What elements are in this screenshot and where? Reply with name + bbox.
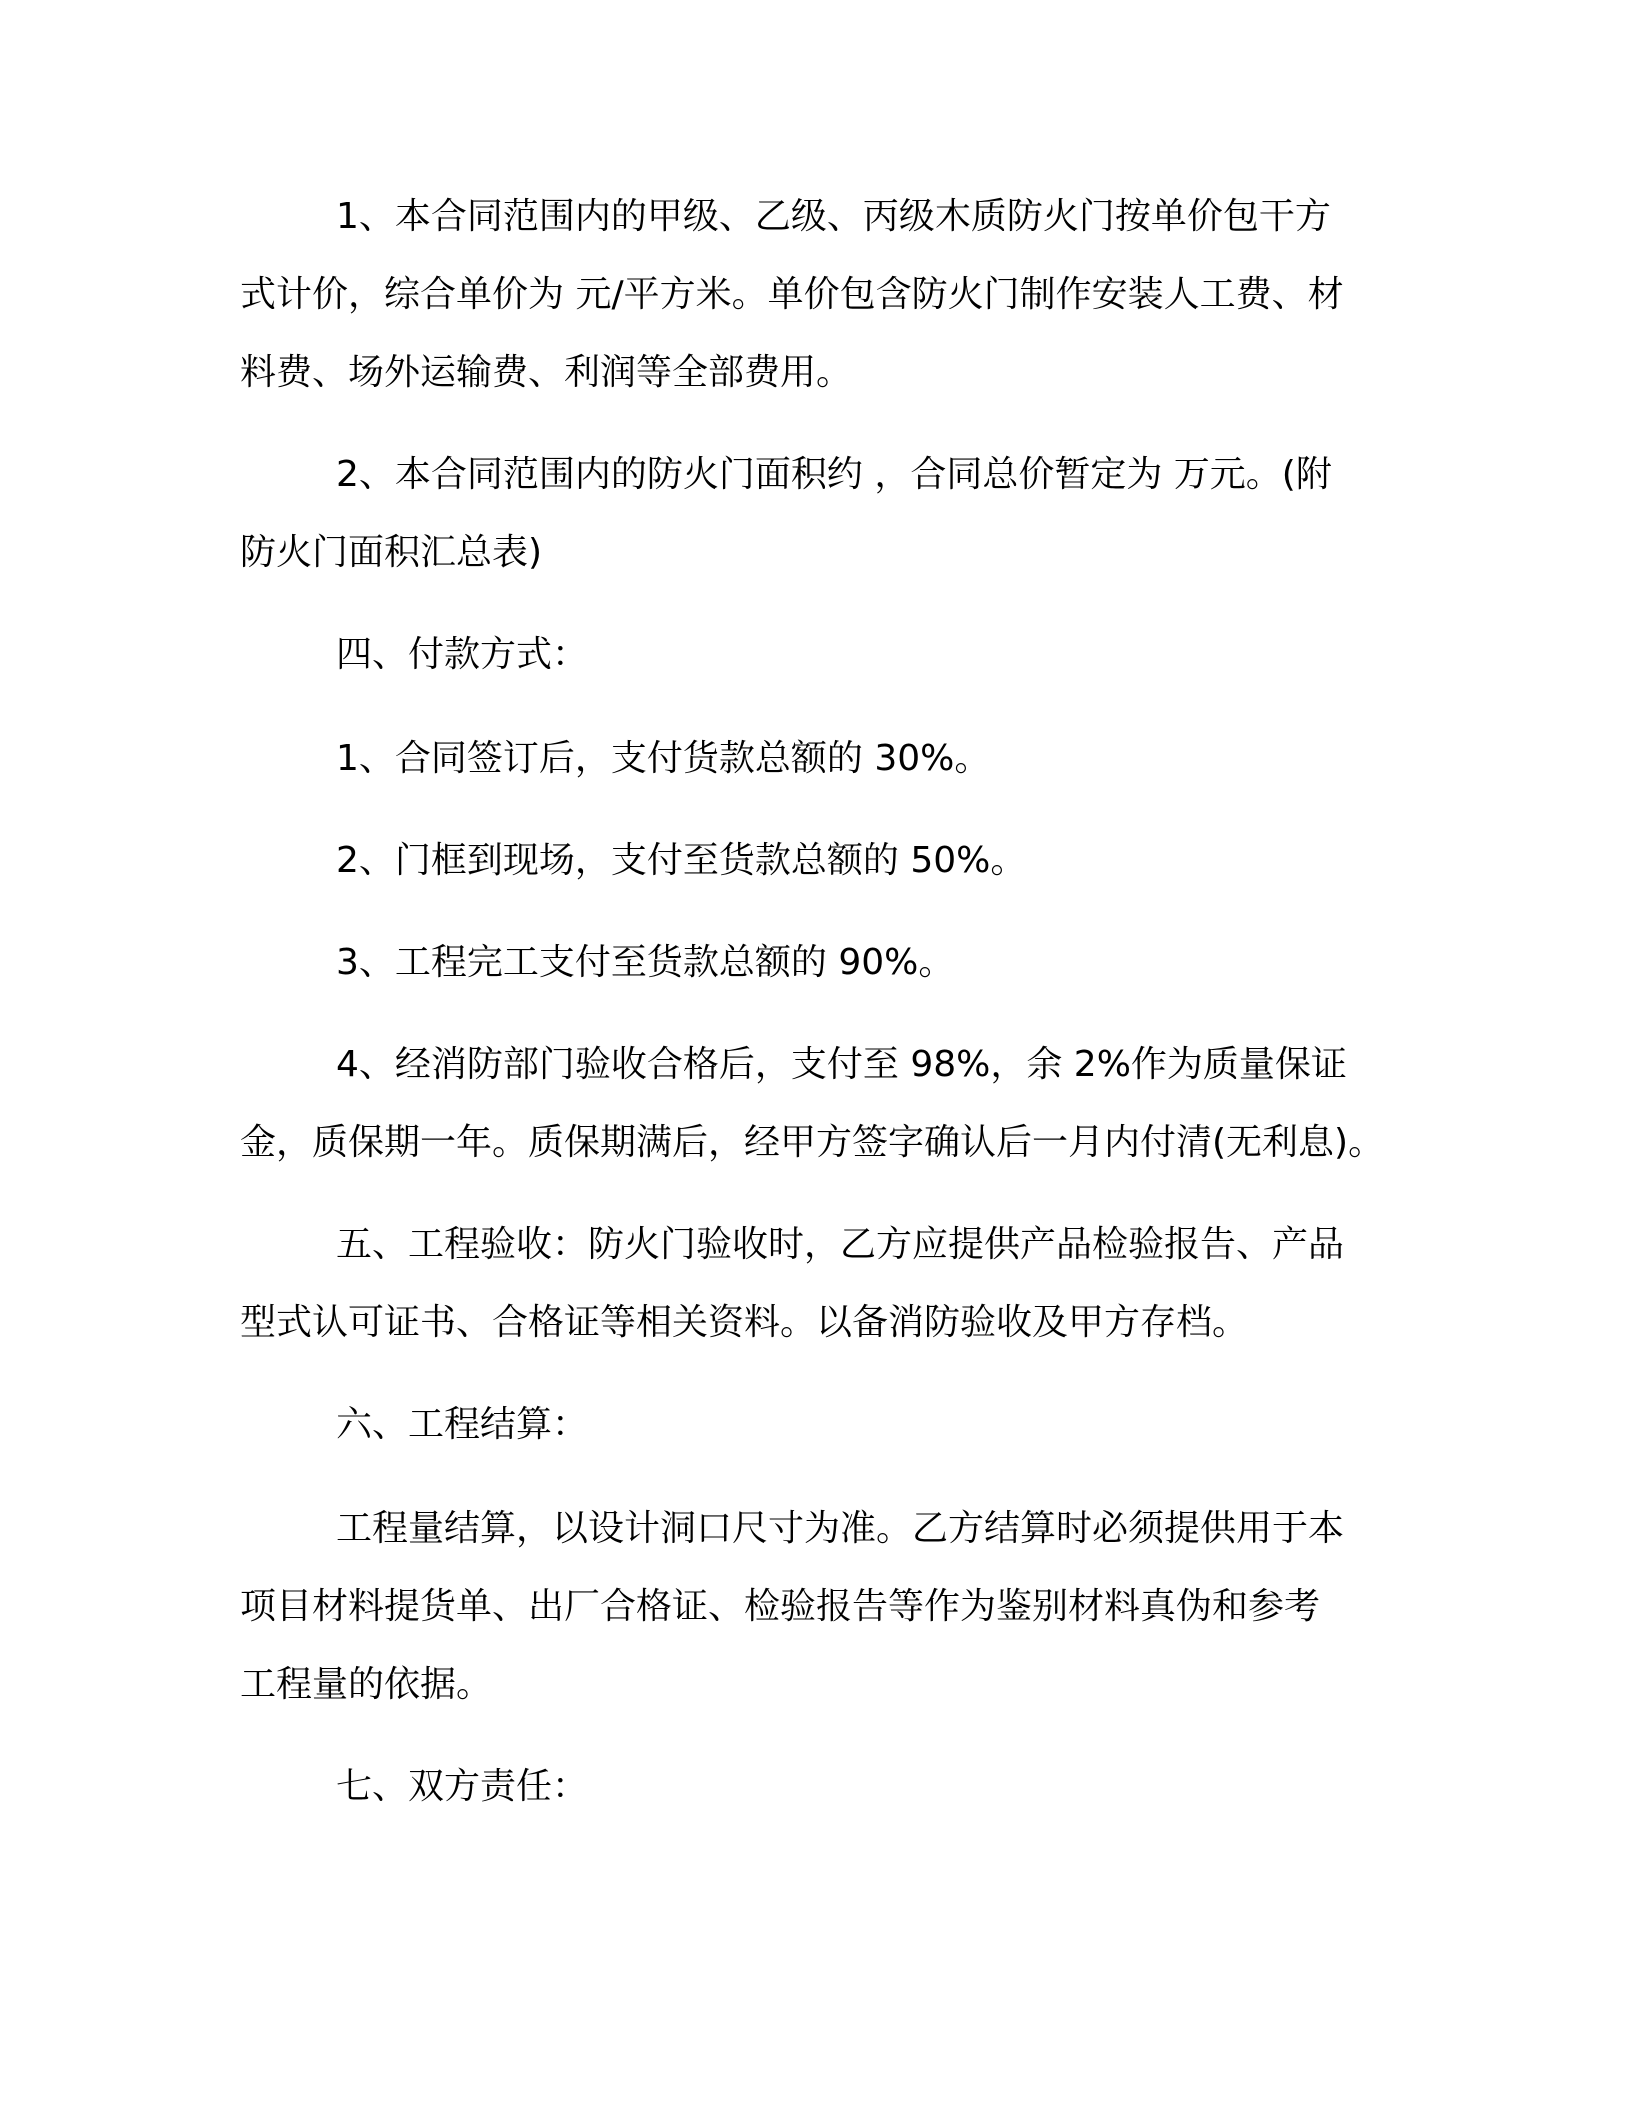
paragraph-line: 式计价，综合单价为 元/平方米。单价包含防火门制作安装人工费、材 <box>240 274 1344 315</box>
section-heading: 六、工程结算： <box>336 1404 589 1445</box>
paragraph-line: 工程量结算，以设计洞口尺寸为准。乙方结算时必须提供用于本 <box>336 1508 1345 1549</box>
paragraph-line: 1、合同签订后，支付货款总额的 30%。 <box>336 738 991 779</box>
paragraph-line: 2、本合同范围内的防火门面积约 ，合同总价暂定为 万元。(附 <box>336 454 1332 495</box>
paragraph-line: 型式认可证书、合格证等相关资料。以备消防验收及甲方存档。 <box>240 1302 1249 1343</box>
section-heading: 七、双方责任： <box>336 1766 589 1807</box>
paragraph-line: 防火门面积汇总表) <box>240 532 543 573</box>
section-heading: 四、付款方式： <box>336 634 589 675</box>
paragraph-payment-1 <box>240 720 1400 798</box>
paragraph-line: 项目材料提货单、出厂合格证、检验报告等作为鉴别材料真伪和参考 <box>240 1586 1321 1627</box>
paragraph-unit-price <box>240 178 1400 412</box>
paragraph-payment-3 <box>240 924 1400 1002</box>
paragraph-payment-4 <box>240 1026 1400 1182</box>
paragraph-payment-2 <box>240 822 1400 900</box>
paragraph-line: 五、工程验收：防火门验收时，乙方应提供产品检验报告、产品 <box>336 1224 1345 1265</box>
paragraph-line: 1、本合同范围内的甲级、乙级、丙级木质防火门按单价包干方 <box>336 196 1331 237</box>
paragraph-line: 3、工程完工支付至货款总额的 90%。 <box>336 942 955 983</box>
paragraph-line: 工程量的依据。 <box>240 1664 493 1705</box>
section-heading-settlement <box>240 1386 1400 1464</box>
section-heading-payment <box>240 616 1400 694</box>
section-heading-responsibilities <box>240 1748 1400 1826</box>
paragraph-settlement <box>240 1490 1400 1724</box>
paragraph-line: 金，质保期一年。质保期满后，经甲方签字确认后一月内付清(无利息)。 <box>240 1122 1385 1163</box>
paragraph-line: 料费、场外运输费、利润等全部费用。 <box>240 352 853 393</box>
paragraph-line: 2、门框到现场，支付至货款总额的 50%。 <box>336 840 1027 881</box>
paragraph-total-price <box>240 436 1400 592</box>
section-heading-acceptance <box>240 1206 1400 1362</box>
paragraph-line: 4、经消防部门验收合格后，支付至 98%，余 2%作为质量保证 <box>336 1044 1347 1085</box>
